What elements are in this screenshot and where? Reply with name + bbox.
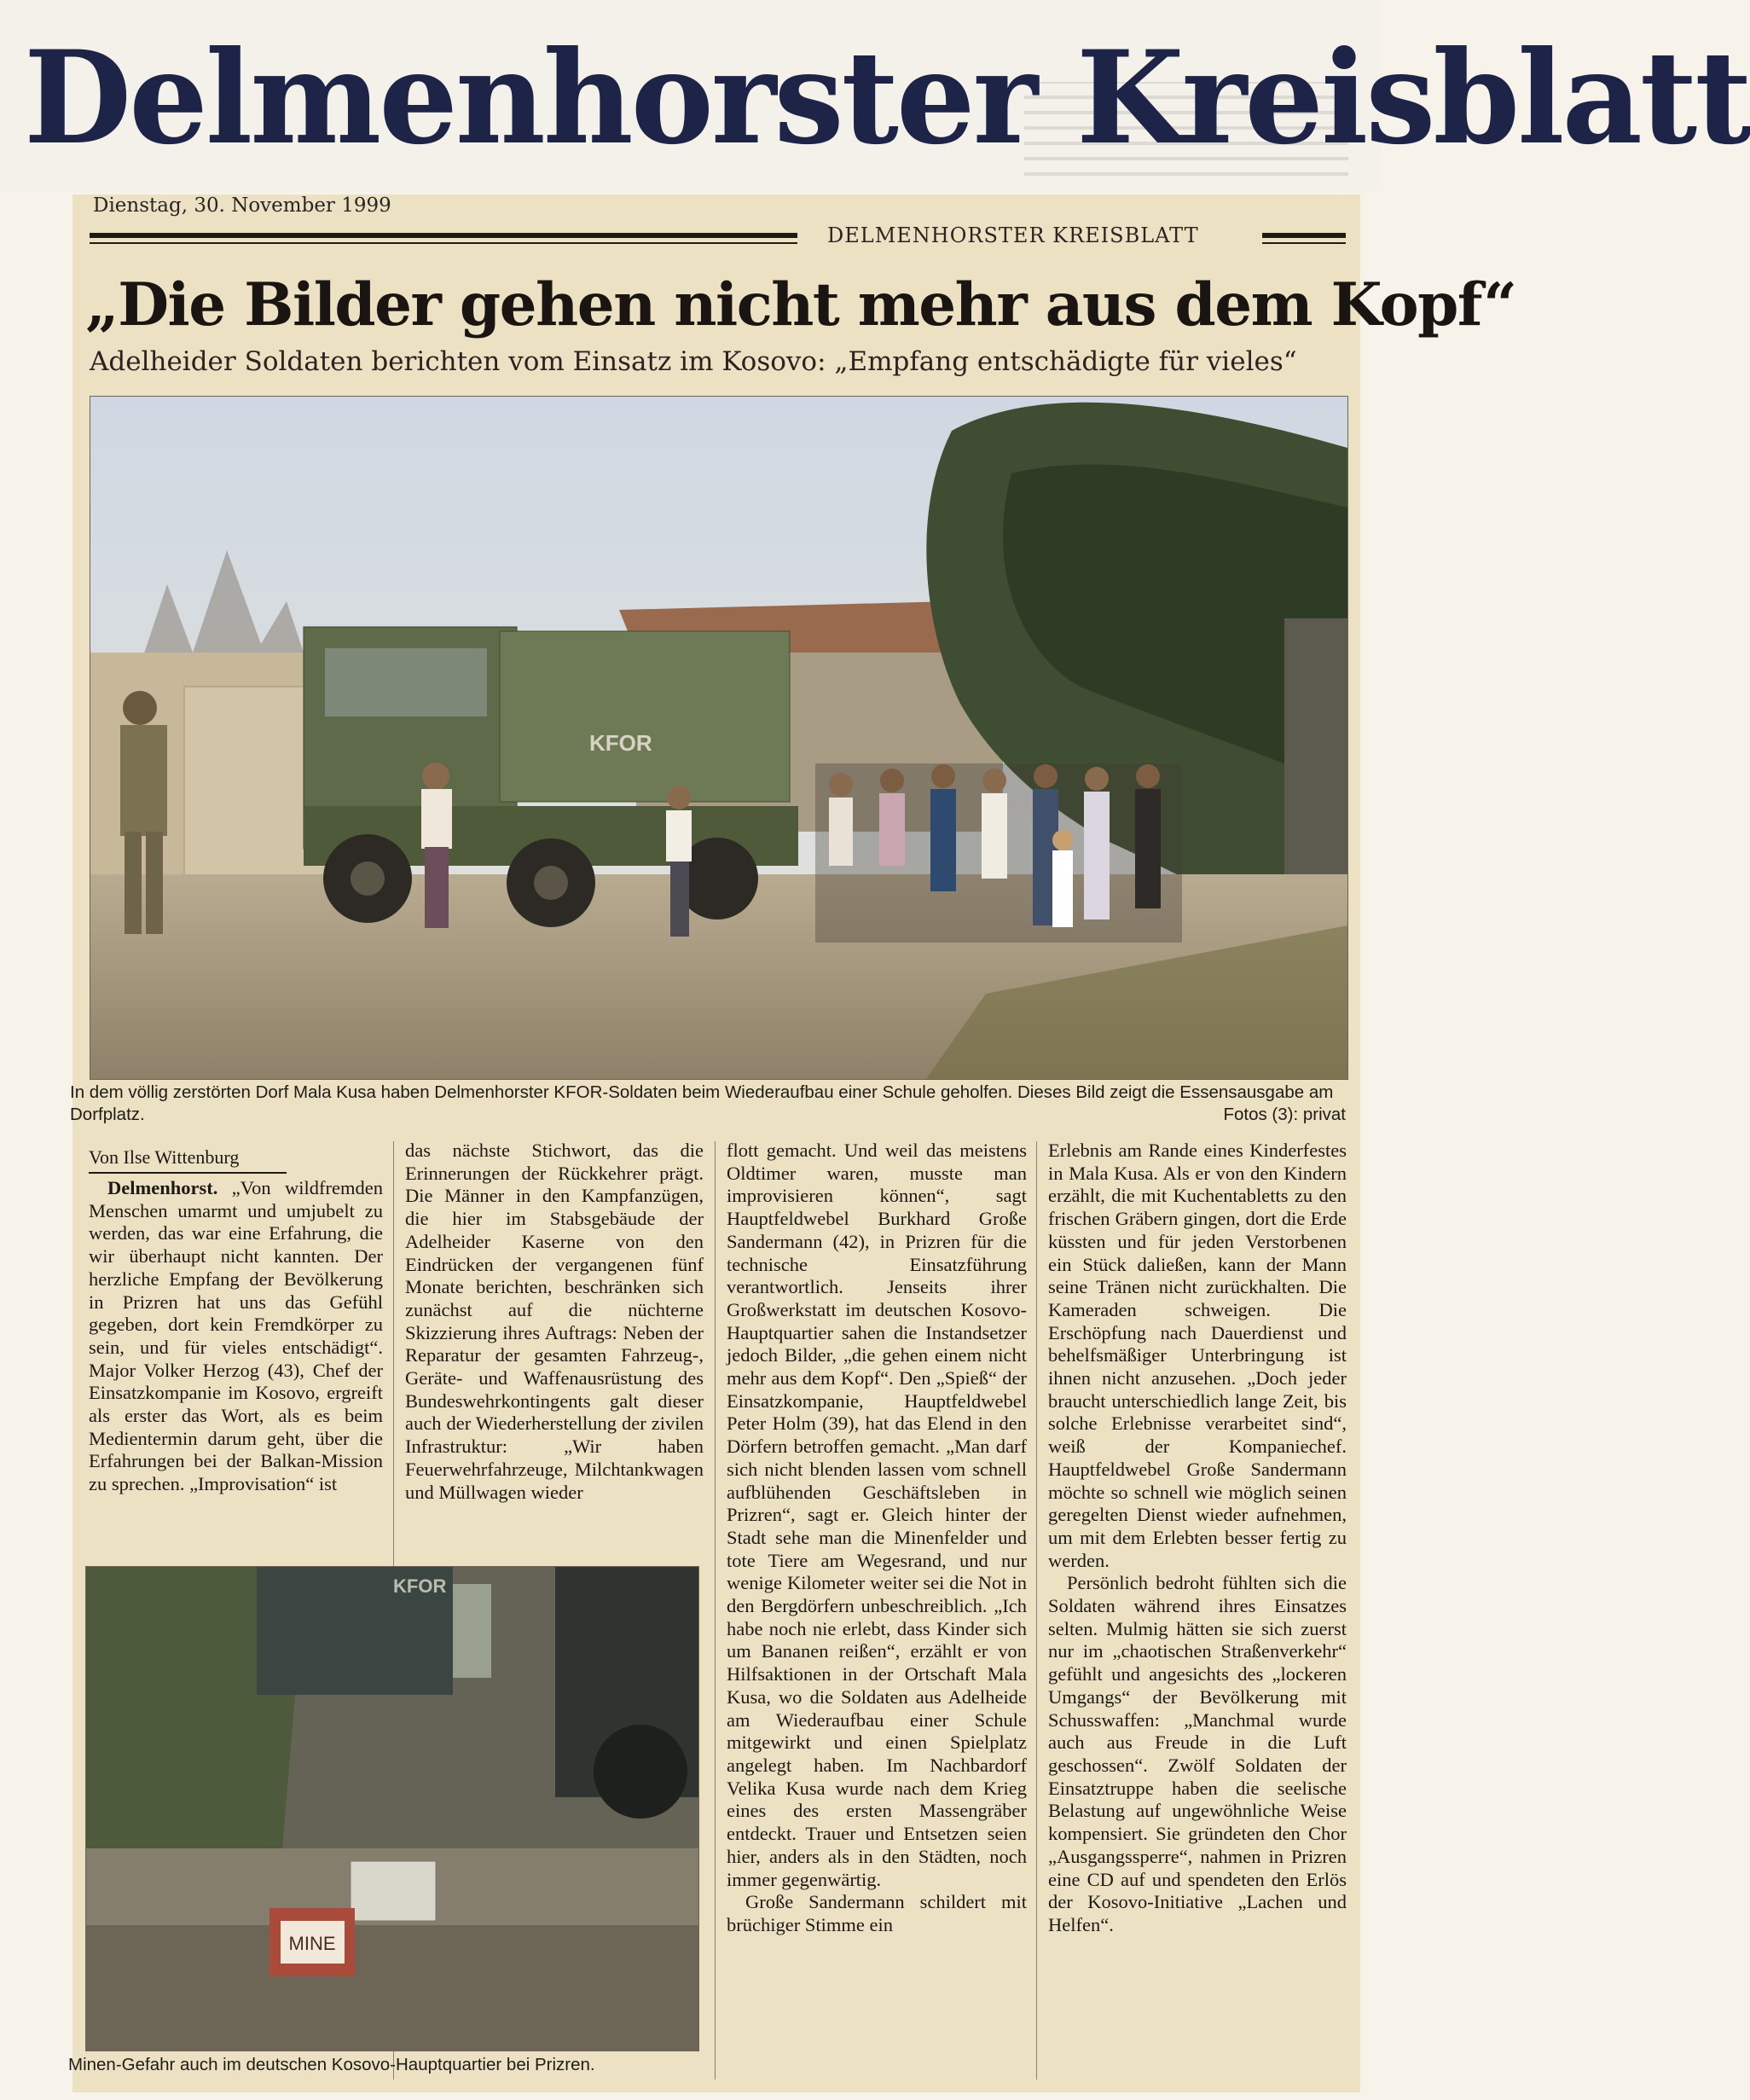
newspaper-clipping [68, 194, 1516, 2092]
article-column-1: Delmenhorst. „Von wildfremden Menschen umarmt und umjubelt zu werden, das war eine Erfahrung, die wir überhaupt nicht kannten. Der herzliche Empfang der Bevölkerung in Prizren hat uns das Gefühl gegeben, dort kein Fremdkörper zu sein, und für vieles entschädigt“. Major Volker Herzog (43), Chef der Einsatzkompanie im Kosovo, ergreift als erster das Wort, als es beim Medientermin darum geht, über die Erfahrungen bei der Balkan-Mission zu sprechen. „Improvisation“ ist [89, 1177, 383, 1495]
header-rule-left-thin [90, 242, 797, 244]
section-kicker: DELMENHORSTER KREISBLATT [827, 223, 1199, 247]
truck-label: KFOR [393, 1575, 447, 1597]
header-rule-right [1262, 233, 1346, 238]
mine-sign: MINE [288, 1933, 336, 1954]
article-subheadline: Adelheider Soldaten berichten vom Einsatz im Kosovo: „Empfang entschädigte für vieles“ [90, 346, 1297, 377]
column-divider [1036, 1141, 1037, 2080]
photo-illustration [86, 1567, 698, 2051]
byline: Von Ilse Wittenburg [89, 1146, 240, 1168]
article-column-3: flott gemacht. Und weil das meistens Oldtimer waren, musste man improvisieren können“, sagt Hauptfeldwebel Burkhard Große Sandermann (42), in Prizren für die technische Einsatzführung verantwortlich. Jenseits ihrer Großwerkstatt im deutschen Kosovo-Hauptquartier sahen die Instandsetzer jedoch Bilder, „die gehen einem nicht mehr aus dem Kopf“. Den „Spieß“ der Einsatzkompanie, Hauptfeldwebel Peter Holm (39), hat das Elend in den Dörfern betroffen gemacht. „Man darf sich nicht blenden lassen vom schnell aufblühenden Geschäftsleben in Prizren“, sagt er. Gleich hinter der Stadt sehe man die Minenfelder und tote Tiere am Wegesrand, und nur wenige Kilometer weiter sei die Not in den Bergdörfern unbeschreiblich. „Ich habe noch nie erlebt, dass Kinder sich um Bananen reißen“, erzählt er von Hilfsaktionen in der Ortschaft Mala Kusa, wo die Soldaten aus Adelheide am Wiederaufbau einer Schule mitgewirkt und einen Spielplatz angelegt haben. Im Nachbardorf Velika Kusa wurde nach dem Krieg eines des ersten Massengräber entdeckt. Trauer und Entsetzen seien hier, anders als in den Städten, noch immer gegenwärtig. Große Sandermann schildert mit brüchiger Stimme ein [727, 1140, 1027, 1935]
kfor-truck [304, 627, 798, 927]
photo2-caption: Minen-Gefahr auch im deutschen Kosovo-Hauptquartier bei Prizren. [68, 2055, 595, 2074]
header-rule-right-thin [1262, 242, 1346, 244]
lead-place: Delmenhorst. [107, 1177, 218, 1198]
truck-label: KFOR [589, 730, 652, 756]
photo-illustration [90, 397, 1347, 1079]
byline-rule [89, 1172, 287, 1174]
masthead [0, 0, 1750, 192]
article-column-4: Erlebnis am Rande eines Kinderfestes in Mala Kusa. Als er von den Kindern erzählt, die mit Kuchentabletts zu den frischen Gräbern gingen, dort die Erde küssten und für jeden Verstorbenen ein Stück daließen, kann der Mann seine Tränen nicht zurückhalten. Die Kameraden schweigen. Die Erschöpfung nach Dauerdienst und behelfsmäßiger Unterbringung ist ihnen nicht anzusehen. „Doch jeder braucht unterschiedlich lange Zeit, bis solche Erlebnisse verarbeitet sind“, weiß der Kompaniechef. Hauptfeldwebel Große Sandermann möchte so schnell wie möglich seinen geregelten Dienst wieder aufnehmen, um mit dem Erlebten besser fertig zu werden. Persönlich bedroht fühlten sich die Soldaten während ihres Einsatzes selten. Mulmig hätten sie sich zuerst nur im „chaotischen Straßenverkehr“ gefühlt und angesichts des „lockeren Umgangs“ der Bevölkerung mit Schusswaffen: „Manchmal wurde auch aus Freude in die Luft geschossen“. Zwölf Soldaten der Einsatztruppe haben die seelische Belastung auf ungewöhnliche Weise kompensiert. Sie gründeten den Chor „Ausgangssperre“, nahmen in Prizren eine CD auf und spendeten den Erlös der Kosovo-Initiative „Lachen und Helfen“. [1048, 1140, 1347, 1935]
photo-kfor-food-distribution [90, 396, 1348, 1080]
photo-credit: Fotos (3): privat [1223, 1105, 1346, 1124]
newspaper-title: Delmenhorster Kreisblatt [24, 23, 1750, 173]
article-column-2: das nächste Stichwort, das die Erinnerungen der Rückkehrer prägt. Die Männer in den Kampfanzügen, die hier im Stabsgebäude der Adelheider Kaserne von den Eindrücken der vergangenen fünf Monate berichten, beschränken sich zunächst auf die nüchterne Skizzierung ihres Auftrags: Neben der Reparatur der gesamten Fahrzeug-, Geräte- und Waffenausrüstung des Bundeswehrkontingents galt dieser auch der Wiederherstellung der zivilen Infrastruktur: „Wir haben Feuerwehrfahrzeuge, Milchtankwagen und Müllwagen wieder [405, 1140, 704, 1503]
photo1-caption: In dem völlig zerstörten Dorf Mala Kusa haben Delmenhorster KFOR-Soldaten beim Wiederaufbau einer Schule geholfen. Dieses Bild zeigt die Essensausgabe am Dorfplatz. Fotos (3): privat [70, 1082, 1346, 1124]
article-headline: „Die Bilder gehen nicht mehr aus dem Kopf“ [85, 270, 1516, 339]
photo-mine-warning [85, 1566, 699, 2051]
header-rule-left [90, 233, 797, 238]
column-divider [715, 1141, 716, 2080]
issue-date: Dienstag, 30. November 1999 [93, 194, 391, 217]
